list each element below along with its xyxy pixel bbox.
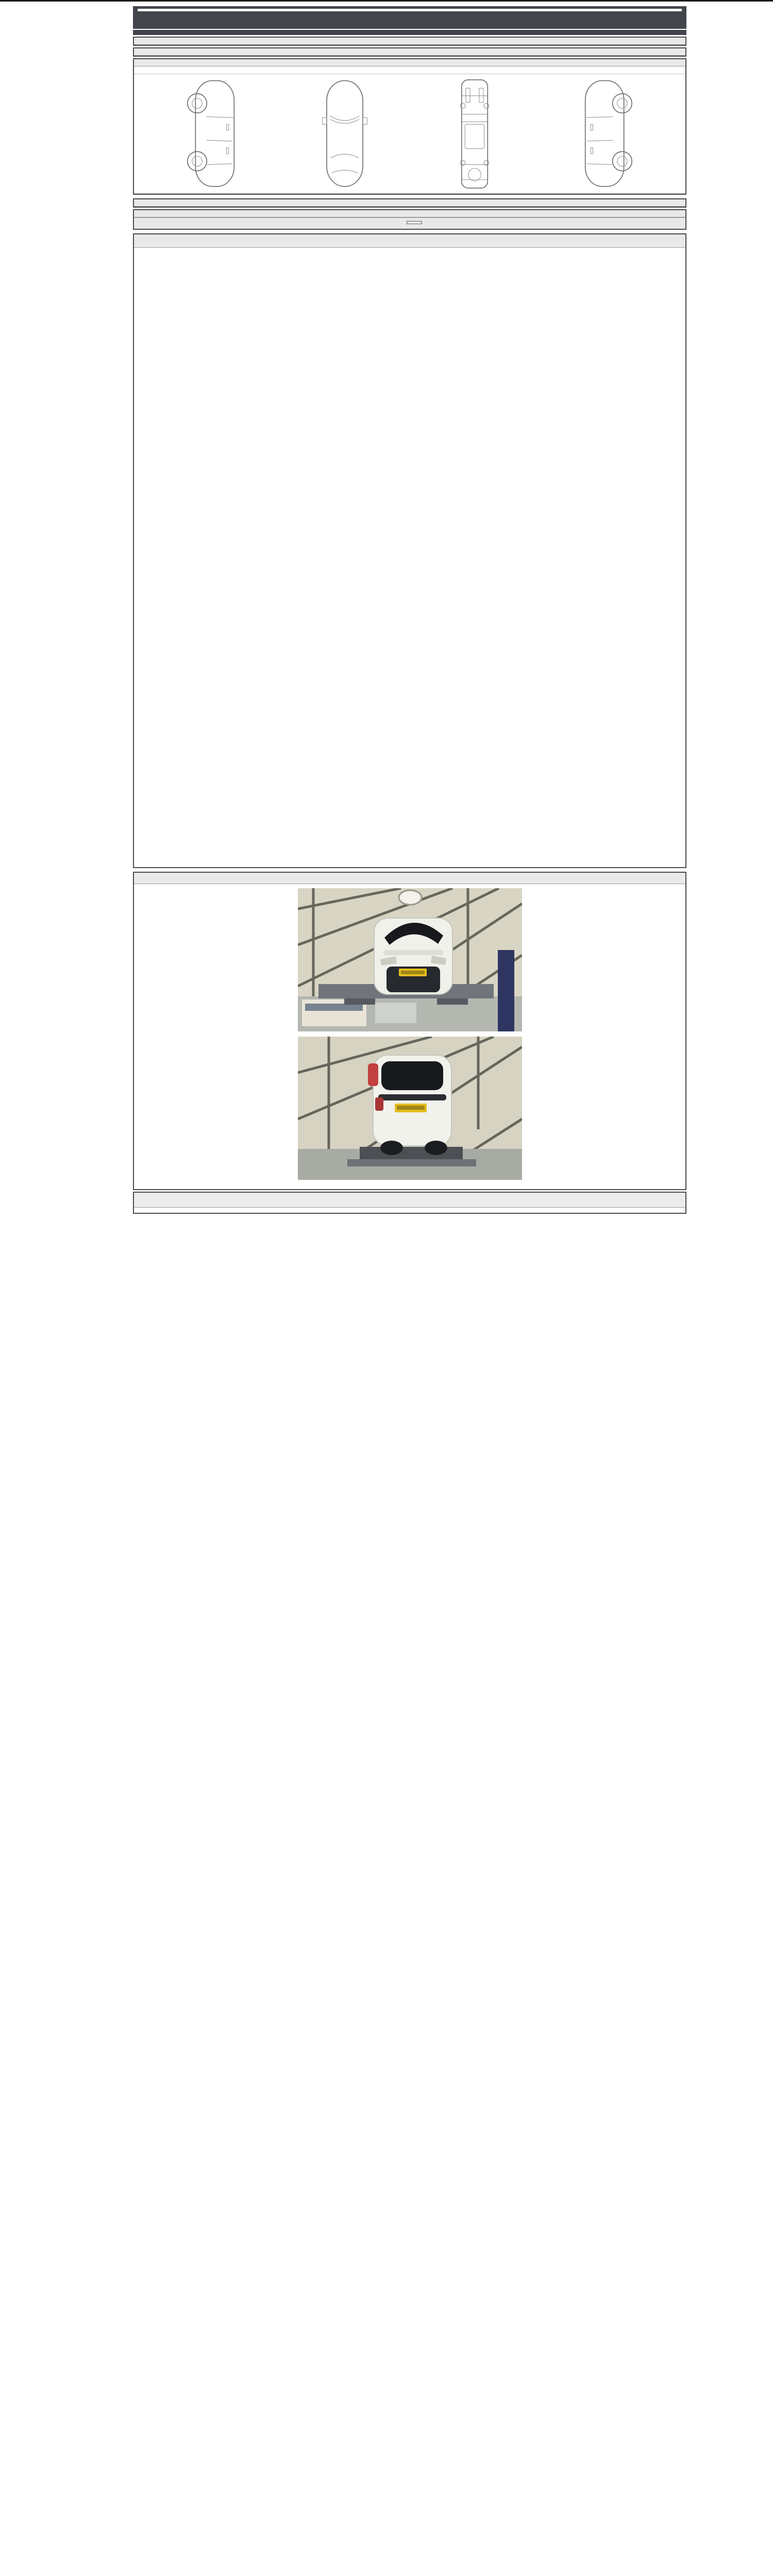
final-price-bar: [134, 217, 685, 229]
accident-header: [134, 59, 685, 66]
detail-header: [134, 199, 685, 207]
section-misc-info: [133, 209, 686, 230]
document-header: [133, 6, 686, 29]
photos-body: [134, 884, 685, 1189]
section-detail-state: [133, 198, 686, 208]
section-accident-history: [133, 58, 686, 195]
notices-header: [134, 234, 685, 248]
car-side-left-diagram: [176, 77, 253, 191]
section-basic-info: [133, 37, 686, 46]
header-stripe: [138, 9, 682, 11]
comprehensive-header: [134, 48, 685, 56]
section-notices: [133, 233, 686, 868]
car-side-right-diagram: [566, 77, 644, 191]
basic-info-header: [134, 38, 685, 45]
inspection-photo-front: [298, 888, 522, 1031]
page-marker-4: [266, 868, 773, 870]
signature-body: [134, 1208, 685, 1213]
section-signature: [133, 1192, 686, 1214]
section-comprehensive-state: [133, 47, 686, 57]
signature-header: [134, 1193, 685, 1208]
accident-note: [134, 70, 685, 74]
final-price-amount: [407, 221, 422, 224]
header-note: [133, 24, 686, 29]
inspection-photo-rear: [298, 1037, 522, 1180]
car-damage-diagrams: [134, 74, 685, 194]
car-underbody-diagram: [436, 77, 513, 191]
photos-header: [134, 873, 685, 884]
notices-body: [134, 248, 685, 258]
inspection-insurance-fee: [134, 1197, 685, 1204]
page-marker-2: [266, 195, 773, 197]
document-number: [133, 29, 686, 35]
misc-header: [134, 210, 685, 217]
page-marker-3: [266, 230, 773, 232]
section-photos: [133, 872, 686, 1190]
car-top-diagram: [306, 77, 383, 191]
